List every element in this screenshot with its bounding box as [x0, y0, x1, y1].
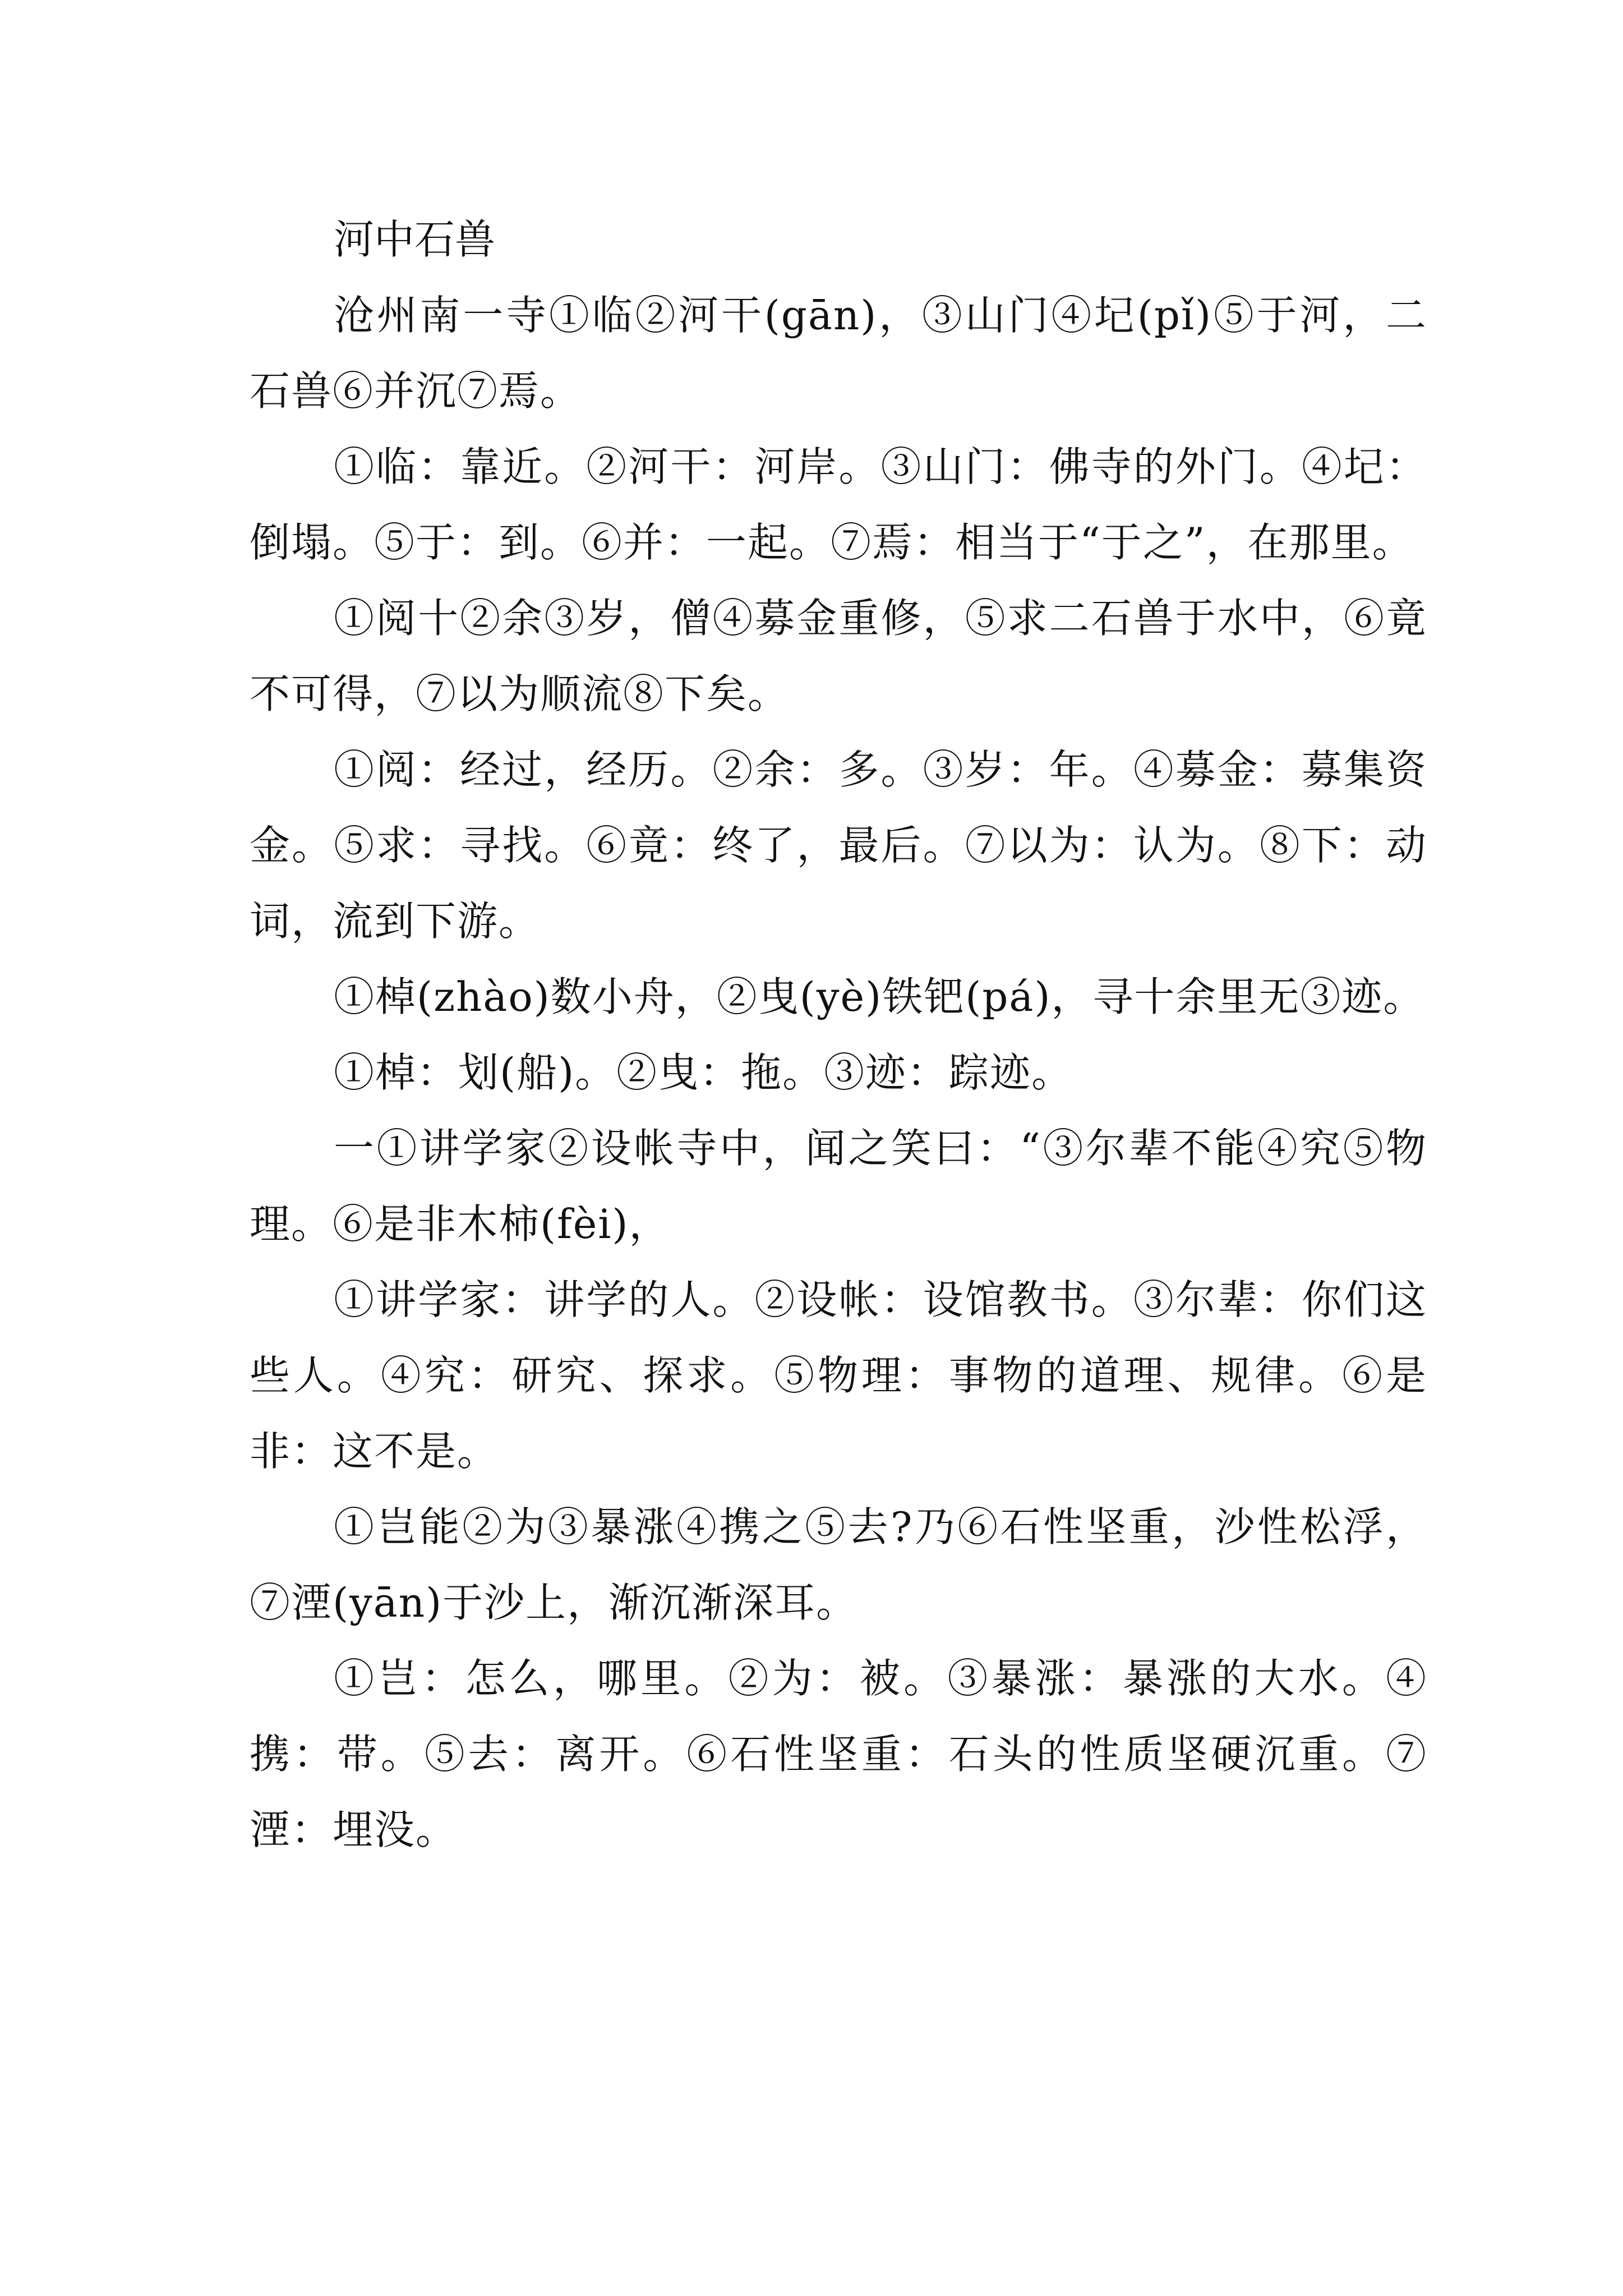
- paragraph-notes-2: ①阅：经过，经历。②余：多。③岁：年。④募金：募集资金。⑤求：寻找。⑥竟：终了，最后。⑦以为：认为。⑧下：动词，流到下游。: [250, 746, 1427, 945]
- paragraph-notes-4: ①讲学家：讲学的人。②设帐：设馆教书。③尔辈：你们这些人。④究：研究、探求。⑤物理：事物的道理、规律。⑥是非：这不是。: [250, 1276, 1427, 1475]
- paragraph-notes-5: ①岂：怎么，哪里。②为：被。③暴涨：暴涨的大水。④携：带。⑤去：离开。⑥石性坚重：石头的性质坚硬沉重。⑦湮：埋没。: [250, 1655, 1427, 1853]
- paragraph-text-3: ①棹(zhào)数小舟，②曳(yè)铁钯(pá)，寻十余里无③迹。: [334, 973, 1425, 1020]
- paragraph-text-2: ①阅十②余③岁，僧④募金重修，⑤求二石兽于水中，⑥竟不可得，⑦以为顺流⑧下矣。: [250, 595, 1427, 717]
- paragraph-text-5: ①岂能②为③暴涨④携之⑤去?乃⑥石性坚重，沙性松浮，⑦湮(yān)于沙上，渐沉渐深耳。: [250, 1503, 1427, 1626]
- paragraph-notes-1: ①临：靠近。②河干：河岸。③山门：佛寺的外门。④圮：倒塌。⑤于：到。⑥并：一起。⑦焉：相当于“于之”，在那里。: [250, 443, 1427, 566]
- paragraph-notes-3: ①棹：划(船)。②曳：拖。③迹：踪迹。: [334, 1049, 1073, 1096]
- document-title: 河中石兽: [334, 216, 496, 263]
- document-page: [250, 202, 1427, 1868]
- paragraph-text-1: 沧州南一寺①临②河干(gān)，③山门④圮(pǐ)⑤于河，二石兽⑥并沉⑦焉。: [250, 292, 1427, 415]
- paragraph-text-4: 一①讲学家②设帐寺中，闻之笑曰：“③尔辈不能④究⑤物理。⑥是非木柿(fèi)，: [250, 1125, 1427, 1248]
